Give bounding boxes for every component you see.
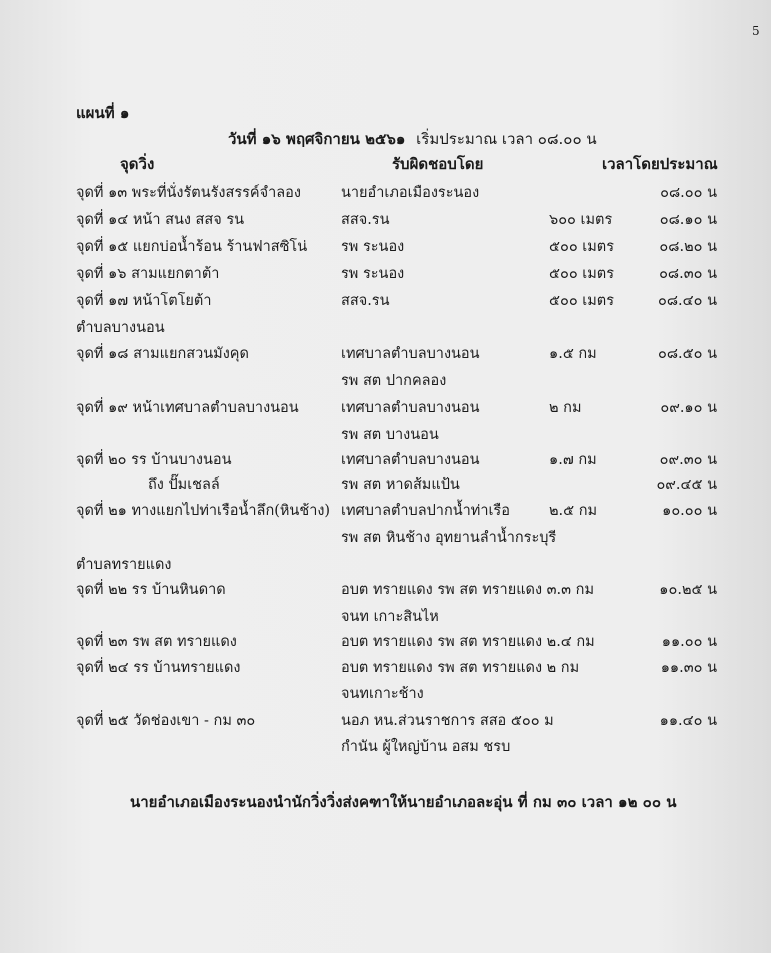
section-heading: ตำบลบางนอน <box>76 320 165 336</box>
row-responsible: สสจ.รน <box>341 293 390 309</box>
row-responsible-secondary: รพ สต บางนอน <box>341 427 439 443</box>
page-number: 5 <box>752 24 760 38</box>
row-time: ๑๐.๒๕ น <box>659 582 717 598</box>
row-point: จุดที่ ๑๘ สามแยกสวนมังคุด <box>76 346 249 362</box>
row-distance: ๒.๕ กม <box>549 503 598 519</box>
header-point: จุดวิ่ง <box>120 155 155 173</box>
date-line <box>228 127 597 151</box>
row-distance: ๕๐๐ เมตร <box>549 266 615 282</box>
row-distance: ๕๐๐ เมตร <box>549 293 615 309</box>
row-time: ๐๘.๐๐ น <box>660 185 717 201</box>
start-time: เริ่มประมาณ เวลา ๐๘.๐๐ น <box>416 130 597 148</box>
event-date: วันที่ ๑๖ พฤศจิกายน ๒๕๖๑ <box>228 130 406 148</box>
row-time: ๑๑.๓๐ น <box>660 660 717 676</box>
row-point: จุดที่ ๒๒ รร บ้านหินดาด <box>76 582 226 598</box>
row-time: ๐๘.๑๐ น <box>659 212 717 228</box>
row-time: ๑๑.๐๐ น <box>661 634 717 650</box>
row-responsible-secondary: กำนัน ผู้ใหญ่บ้าน อสม ชรบ <box>341 739 511 755</box>
row-responsible-secondary: จนท เกาะสินไห <box>341 609 439 625</box>
row-point: จุดที่ ๒๕ วัดช่องเขา - กม ๓๐ <box>76 713 256 729</box>
row-distance: ๑.๗ กม <box>549 452 597 468</box>
plan-label: แผนที่ ๑ <box>76 104 130 122</box>
row-time: ๐๘.๒๐ น <box>659 239 717 255</box>
row-time: ๐๙.๓๐ น <box>659 452 717 468</box>
row-responsible-secondary: รพ สต ปากคลอง <box>341 373 447 389</box>
row-responsible: อบต ทรายแดง รพ สต ทรายแดง ๒ กม <box>341 660 580 676</box>
row-time: ๐๘.๕๐ น <box>658 346 717 362</box>
row-point: จุดที่ ๑๕ แยกบ่อน้ำร้อน ร้านฟาสซิโน่ <box>76 239 308 255</box>
row-time: ๐๘.๔๐ น <box>658 293 717 309</box>
row-distance: ๕๐๐ เมตร <box>549 239 615 255</box>
row-time: ๐๘.๓๐ น <box>659 266 717 282</box>
row-distance: ๑.๕ กม <box>549 346 597 362</box>
row-responsible-secondary: รพ สต หินช้าง อุทยานลำน้ำกระบุรี <box>341 530 557 546</box>
row-responsible: อบต ทรายแดง รพ สต ทรายแดง ๒.๔ กม <box>341 634 595 650</box>
row-responsible: เทศบาลตำบลบางนอน <box>341 346 480 362</box>
row-responsible: อบต ทรายแดง รพ สต ทรายแดง ๓.๓ กม <box>341 582 595 598</box>
row-point: จุดที่ ๒๓ รพ สต ทรายแดง <box>76 634 237 650</box>
row-point: จุดที่ ๒๐ รร บ้านบางนอน <box>76 452 232 468</box>
row-responsible-secondary: รพ สต หาดส้มแป้น <box>341 477 460 493</box>
row-responsible: เทศบาลตำบลบางนอน <box>341 452 480 468</box>
row-responsible: รพ ระนอง <box>341 266 405 282</box>
header-time: เวลาโดยประมาณ <box>602 155 718 173</box>
row-point: จุดที่ ๑๗ หน้าโตโยต้า <box>76 293 212 309</box>
row-distance: ๖๐๐ เมตร <box>549 212 613 228</box>
row-point: จุดที่ ๑๔ หน้า สนง สสจ รน <box>76 212 245 228</box>
row-time: ๑๐.๐๐ น <box>662 503 717 519</box>
row-point: จุดที่ ๒๔ รร บ้านทรายแดง <box>76 660 241 676</box>
row-point: จุดที่ ๑๓ พระที่นั่งรัตนรังสรรค์จำลอง <box>76 185 301 201</box>
row-point: จุดที่ ๒๑ ทางแยกไปท่าเรือน้ำลึก(หินช้าง) <box>76 503 331 519</box>
row-responsible: เทศบาลตำบลบางนอน <box>341 400 480 416</box>
row-responsible: นอภ หน.ส่วนราชการ สสอ ๕๐๐ ม <box>341 713 554 729</box>
row-responsible: สสจ.รน <box>341 212 390 228</box>
row-responsible: นายอำเภอเมืองระนอง <box>341 185 480 201</box>
row-point: จุดที่ ๑๖ สามแยกตาต้า <box>76 266 220 282</box>
row-distance: ๒ กม <box>549 400 582 416</box>
row-point-secondary: ถึง ปั๊มเชลล์ <box>148 477 220 493</box>
row-point: จุดที่ ๑๙ หน้าเทศบาลตำบลบางนอน <box>76 400 299 416</box>
row-time: ๑๑.๔๐ น <box>659 713 717 729</box>
section-heading: ตำบลทรายแดง <box>76 557 172 573</box>
closing-statement: นายอำเภอเมืองระนองนำนักวิ่งวิ่งส่งคฑาให้นายอำเภอละอุ่น ที่ กม ๓๐ เวลา ๑๒ ๐๐ น <box>130 793 677 811</box>
row-responsible-secondary: จนทเกาะช้าง <box>341 686 424 702</box>
row-responsible: เทศบาลตำบลปากน้ำท่าเรือ <box>341 503 510 519</box>
header-responsible: รับผิดชอบโดย <box>392 155 484 173</box>
row-time: ๐๙.๑๐ น <box>660 400 717 416</box>
row-time-secondary: ๐๙.๔๕ น <box>656 477 717 493</box>
row-responsible: รพ ระนอง <box>341 239 405 255</box>
